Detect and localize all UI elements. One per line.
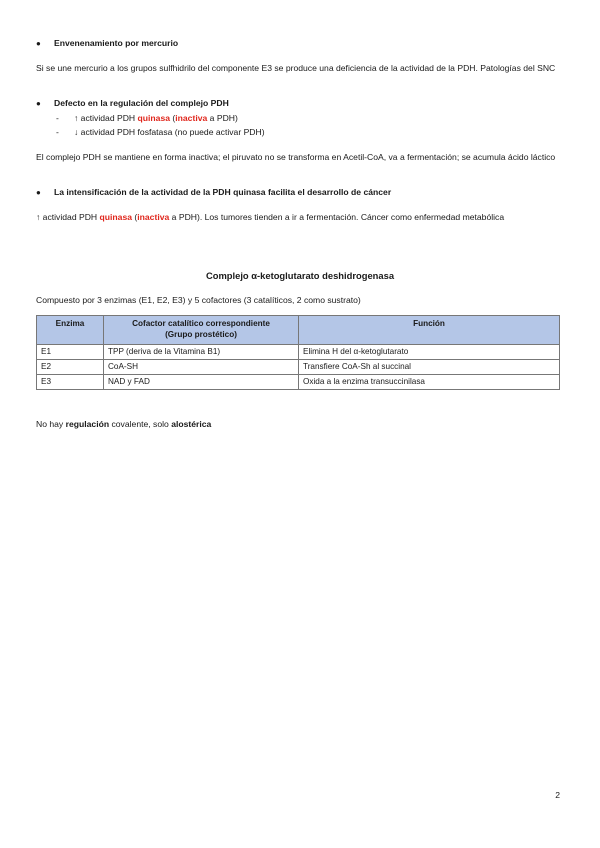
paragraph-cancer: ↑ actividad PDH quinasa (inactiva a PDH). Los tumores tienden a ir a fermentación. Cáncer como enfermedad metabólica: [36, 212, 505, 222]
header-cofactor: Cofactor catalítico correspondiente (Grupo prostético): [104, 316, 299, 345]
page-number: 2: [555, 790, 560, 800]
paragraph-mercury: Si se une mercurio a los grupos sulfhidrilo del componente E3 se produce una deficiencia de la actividad de la PDH. Patologías del SNC: [36, 63, 556, 73]
bullet-mercury: [36, 38, 178, 50]
section-intro: Compuesto por 3 enzimas (E1, E2, E3) y 5 cofactores (3 catalíticos, 2 como sustrato): [36, 295, 361, 305]
paragraph-inactive: El complejo PDH se mantiene en forma inactiva; el piruvato no se transforma en Acetil-CoA, va a fermentación; se acumula ácido láctico: [36, 152, 556, 162]
table-cell: Transfiere CoA-Sh al succinal: [299, 360, 560, 375]
bullet-title: La intensificación de la actividad de la PDH quinasa facilita el desarrollo de cáncer: [54, 187, 392, 197]
table-cell: NAD y FAD: [104, 375, 299, 390]
footer-note: No hay regulación covalente, solo alostérica: [36, 419, 212, 429]
sub-item-text: ↑ actividad PDH quinasa (inactiva a PDH): [74, 113, 238, 123]
bullet-title: Envenenamiento por mercurio: [54, 38, 179, 48]
table-row: [37, 375, 560, 390]
bullet-cancer: [36, 187, 391, 199]
table-cell: Elimina H del α-ketoglutarato: [299, 345, 560, 360]
bullet-icon: ●: [36, 188, 41, 197]
section-title: Complejo α-ketoglutarato deshidrogenasa: [205, 270, 395, 281]
sub-item-quinasa: [56, 112, 238, 124]
table-cell: TPP (deriva de la Vitamina B1): [104, 345, 299, 360]
table-cell: CoA-SH: [104, 360, 299, 375]
table-cell: E2: [37, 360, 104, 375]
sub-item-fosfatasa: [56, 126, 265, 138]
table-row: [37, 345, 560, 360]
table-cell: E1: [37, 345, 104, 360]
table-row: [37, 360, 560, 375]
bullet-icon: ●: [36, 39, 41, 48]
table-header-row: [37, 316, 560, 345]
header-enzima: Enzima: [37, 316, 104, 345]
dash-marker: -: [56, 113, 59, 123]
table-cell: E3: [37, 375, 104, 390]
dash-marker: -: [56, 127, 59, 137]
bullet-pdh-regulation: [36, 98, 229, 110]
bullet-icon: ●: [36, 99, 41, 108]
sub-item-text: ↓ actividad PDH fosfatasa (no puede activar PDH): [74, 127, 265, 137]
enzyme-table: [36, 315, 560, 390]
table-cell: Oxida a la enzima transuccinilasa: [299, 375, 560, 390]
bullet-title: Defecto en la regulación del complejo PDH: [54, 98, 229, 108]
header-funcion: Función: [299, 316, 560, 345]
